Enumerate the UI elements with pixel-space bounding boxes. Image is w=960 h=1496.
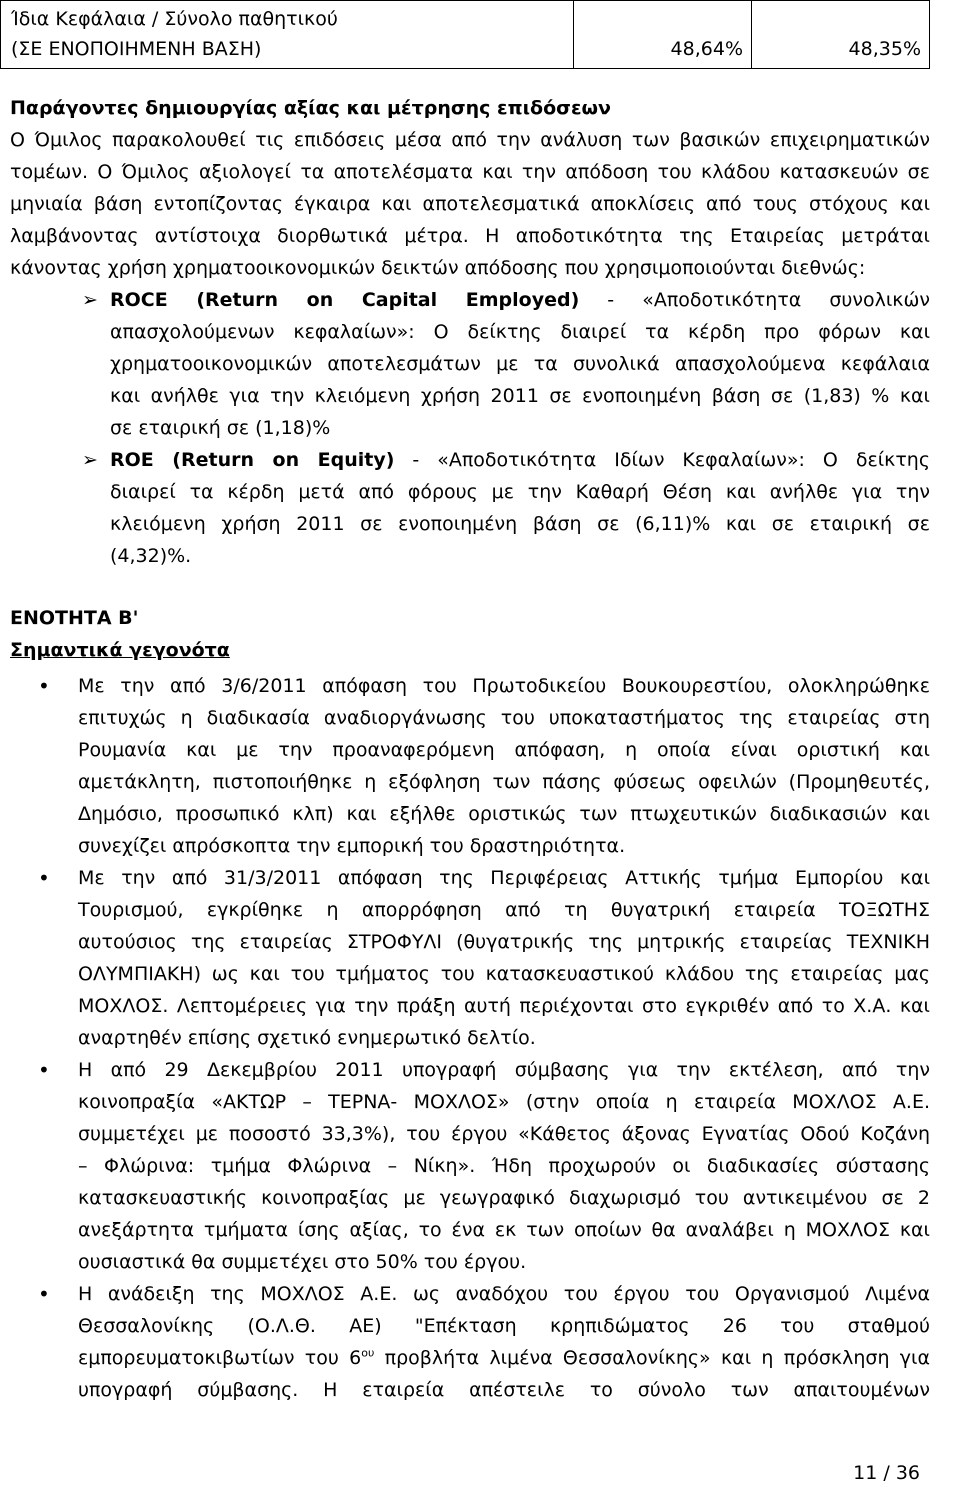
ratio-label-line1: Ίδια Κεφάλαια / Σύνολο παθητικού: [11, 8, 338, 30]
arrow-bullet-icon: ➢: [82, 449, 98, 471]
bullet-line: υπογραφή σύμβασης. Η εταιρεία απέστειλε το σύνολο των απαιτουμένων: [78, 1379, 930, 1401]
table-row: [1, 1, 930, 69]
bullet-line: ΜΟΧΛΟΣ. Λεπτομέρειες για την πράξη αυτή περιέχονται στο εγκριθέν από το Χ.Α. και: [78, 995, 930, 1017]
bullet-line: αυτούσιος της εταιρείας ΣΤΡΟΦΥΛΙ (θυγατρικής της μητρικής εταιρείας ΤΕΧΝΙΚΗ: [78, 931, 930, 953]
paragraph-line: Ο Όμιλος παρακολουθεί τις επιδόσεις μέσα από την ανάλυση των βασικών επιχειρηματικών: [10, 129, 930, 151]
roce-line: και ανήλθε για την κλειόμενη χρήση 2011 σε ενοποιημένη βάση σε (1,83) % και: [110, 385, 930, 407]
bullet-line: – Φλώρινα: τμήμα Φλώρινα – Νίκη». Ήδη προχωρούν οι διαδικασίες σύστασης: [78, 1155, 930, 1177]
bullet-text: εμπορευματοκιβωτίων του 6: [78, 1347, 362, 1369]
bullet-line: επιτυχώς η διαδικασία αναδιοργάνωσης του υποκαταστήματος της εταιρείας στη: [78, 707, 930, 729]
roce-line1-rest: - «Αποδοτικότητα συνολικών: [579, 289, 930, 311]
bullet-line: Η από 29 Δεκεμβρίου 2011 υπογραφή σύμβασης για την εκτέλεση, από την: [78, 1059, 930, 1081]
ratio-table: [0, 0, 930, 69]
bullet-line: Τουρισμού, εγκρίθηκε η απορρόφηση από τη θυγατρική εταιρεία ΤΟΞΩΤΗΣ: [78, 899, 930, 921]
roce-term: ROCE (Return on Capital Employed): [110, 289, 580, 311]
list-item-roce: [10, 284, 930, 444]
list-item: [10, 1054, 930, 1278]
roe-term: ROE (Return on Equity): [110, 449, 395, 471]
bullet-line: ανεξάρτητα τμήματα ίσης αξίας, το ένα εκ των οποίων θα αναλάβει η ΜΟΧΛΟΣ και: [78, 1219, 930, 1241]
bullet-line: συνεχίζει απρόσκοπτα την εμπορική του δραστηριότητα.: [78, 835, 626, 857]
value-creation-heading: Παράγοντες δημιουργίας αξίας και μέτρησης επιδόσεων: [10, 97, 611, 119]
bullet-line: ΟΛΥΜΠΙΑΚΗ) ως και του τμήματος του κατασκευαστικού κλάδου της εταιρείας μας: [78, 963, 930, 985]
ordinal-superscript: ου: [361, 1346, 375, 1360]
bullet-line: Η ανάδειξη της ΜΟΧΛΟΣ Α.Ε. ως αναδόχου του έργου του Οργανισμού Λιμένα: [78, 1283, 930, 1305]
bullet-line: Με την από 3/6/2011 απόφαση του Πρωτοδικείου Βουκουρεστίου, ολοκληρώθηκε: [78, 675, 930, 697]
paragraph-line: τομέων. Ο Όμιλος αξιολογεί τα αποτελέσματα και την απόδοση του κλάδου κατασκευών σε: [10, 161, 930, 183]
ratio-value-2011: 48,64%: [574, 1, 752, 69]
ratio-label-cell: [1, 1, 574, 69]
bullet-line: αναρτηθέν επίσης σχετικό ενημερωτικό δελτίο.: [78, 1027, 536, 1049]
section-b-subtitle: Σημαντικά γεγονότα: [10, 639, 230, 661]
roe-line1-rest: - «Αποδοτικότητα Ιδίων Κεφαλαίων»: Ο δείκτης: [394, 449, 930, 471]
ratio-label-line2: (ΣΕ ΕΝΟΠΟΙΗΜΕΝΗ ΒΑΣΗ): [11, 38, 262, 60]
bullet-line: ουσιαστικά θα συμμετέχει στο 50% του έργου.: [78, 1251, 527, 1273]
arrow-bullet-icon: ➢: [82, 289, 98, 311]
roce-line1: [110, 284, 930, 316]
section-b-title: ΕΝΟΤΗΤΑ Β': [10, 607, 139, 629]
bullet-icon: •: [38, 674, 50, 698]
bullet-line: Δημόσιο, προσωπικό κλπ) και εξήλθε οριστικώς των πτωχευτικών διαδικασιών και: [78, 803, 930, 825]
document-body: [10, 92, 930, 1406]
bullet-line: Ρουμανία και με την προαναφερόμενη απόφαση, η οποία είναι οριστική και: [78, 739, 930, 761]
roe-line: κλειόμενη χρήση 2011 σε ενοποιημένη βάση σε (6,11)% και σε εταιρική σε: [110, 513, 930, 535]
bullet-line: Με την από 31/3/2011 απόφαση της Περιφέρειας Αττικής τμήμα Εμπορίου και: [78, 867, 930, 889]
bullet-icon: •: [38, 1282, 50, 1306]
roce-line: απασχολούμενων κεφαλαίων»: Ο δείκτης διαιρεί τα κέρδη προ φόρων και: [110, 321, 930, 343]
bullet-line: [78, 1342, 930, 1374]
bullet-text: προβλήτα λιμένα Θεσσαλονίκης» και η πρόσκληση για: [374, 1347, 930, 1369]
bullet-line: αμετάκλητη, πιστοποιήθηκε η εξόφληση των πάσης φύσεως οφειλών (Προμηθευτές,: [78, 771, 930, 793]
list-item: [10, 1278, 930, 1406]
bullet-line: κατασκευαστικής κοινοπραξίας με γεωγραφικό διαχωρισμό του αντικειμένου σε 2: [78, 1187, 930, 1209]
paragraph-line: λαμβάνοντας αντίστοιχα διορθωτικά μέτρα. Η αποδοτικότητα της Εταιρείας μετράται: [10, 225, 930, 247]
list-item-roe: [10, 444, 930, 572]
page-number: 11 / 36: [853, 1462, 920, 1484]
roe-line: (4,32)%.: [110, 545, 192, 567]
bullet-line: κοινοπραξία «ΑΚΤΩΡ – ΤΕΡΝΑ- ΜΟΧΛΟΣ» (στην οποία η εταιρεία ΜΟΧΛΟΣ Α.Ε.: [78, 1091, 930, 1113]
roe-line1: [110, 444, 930, 476]
roce-line: σε εταιρική σε (1,18)%: [110, 417, 331, 439]
bullet-icon: •: [38, 866, 50, 890]
paragraph-line: μηνιαία βάση εντοπίζοντας έγκαιρα και αποτελεσματικά αποκλίσεις από τους στόχους και: [10, 193, 930, 215]
ratio-value-2010: 48,35%: [752, 1, 930, 69]
list-item: [10, 670, 930, 862]
bullet-icon: •: [38, 1058, 50, 1082]
bullet-line: συμμετέχει με ποσοστό 33,3%), του έργου «Κάθετος άξονας Εγνατίας Οδού Κοζάνη: [78, 1123, 930, 1145]
list-item: [10, 862, 930, 1054]
roce-line: χρηματοοικονομικών αποτελεσμάτων με τα συνολικά απασχολούμενα κεφάλαια: [110, 353, 930, 375]
bullet-line: Θεσσαλονίκης (Ο.Λ.Θ. ΑΕ) "Επέκταση κρηπιδώματος 26 του σταθμού: [78, 1315, 930, 1337]
paragraph-line: κάνοντας χρήση χρηματοοικονομικών δεικτών απόδοσης που χρησιμοποιούνται διεθνώς:: [10, 257, 866, 279]
roe-line: διαιρεί τα κέρδη μετά από φόρους με την Καθαρή Θέση και ανήλθε για την: [110, 481, 930, 503]
